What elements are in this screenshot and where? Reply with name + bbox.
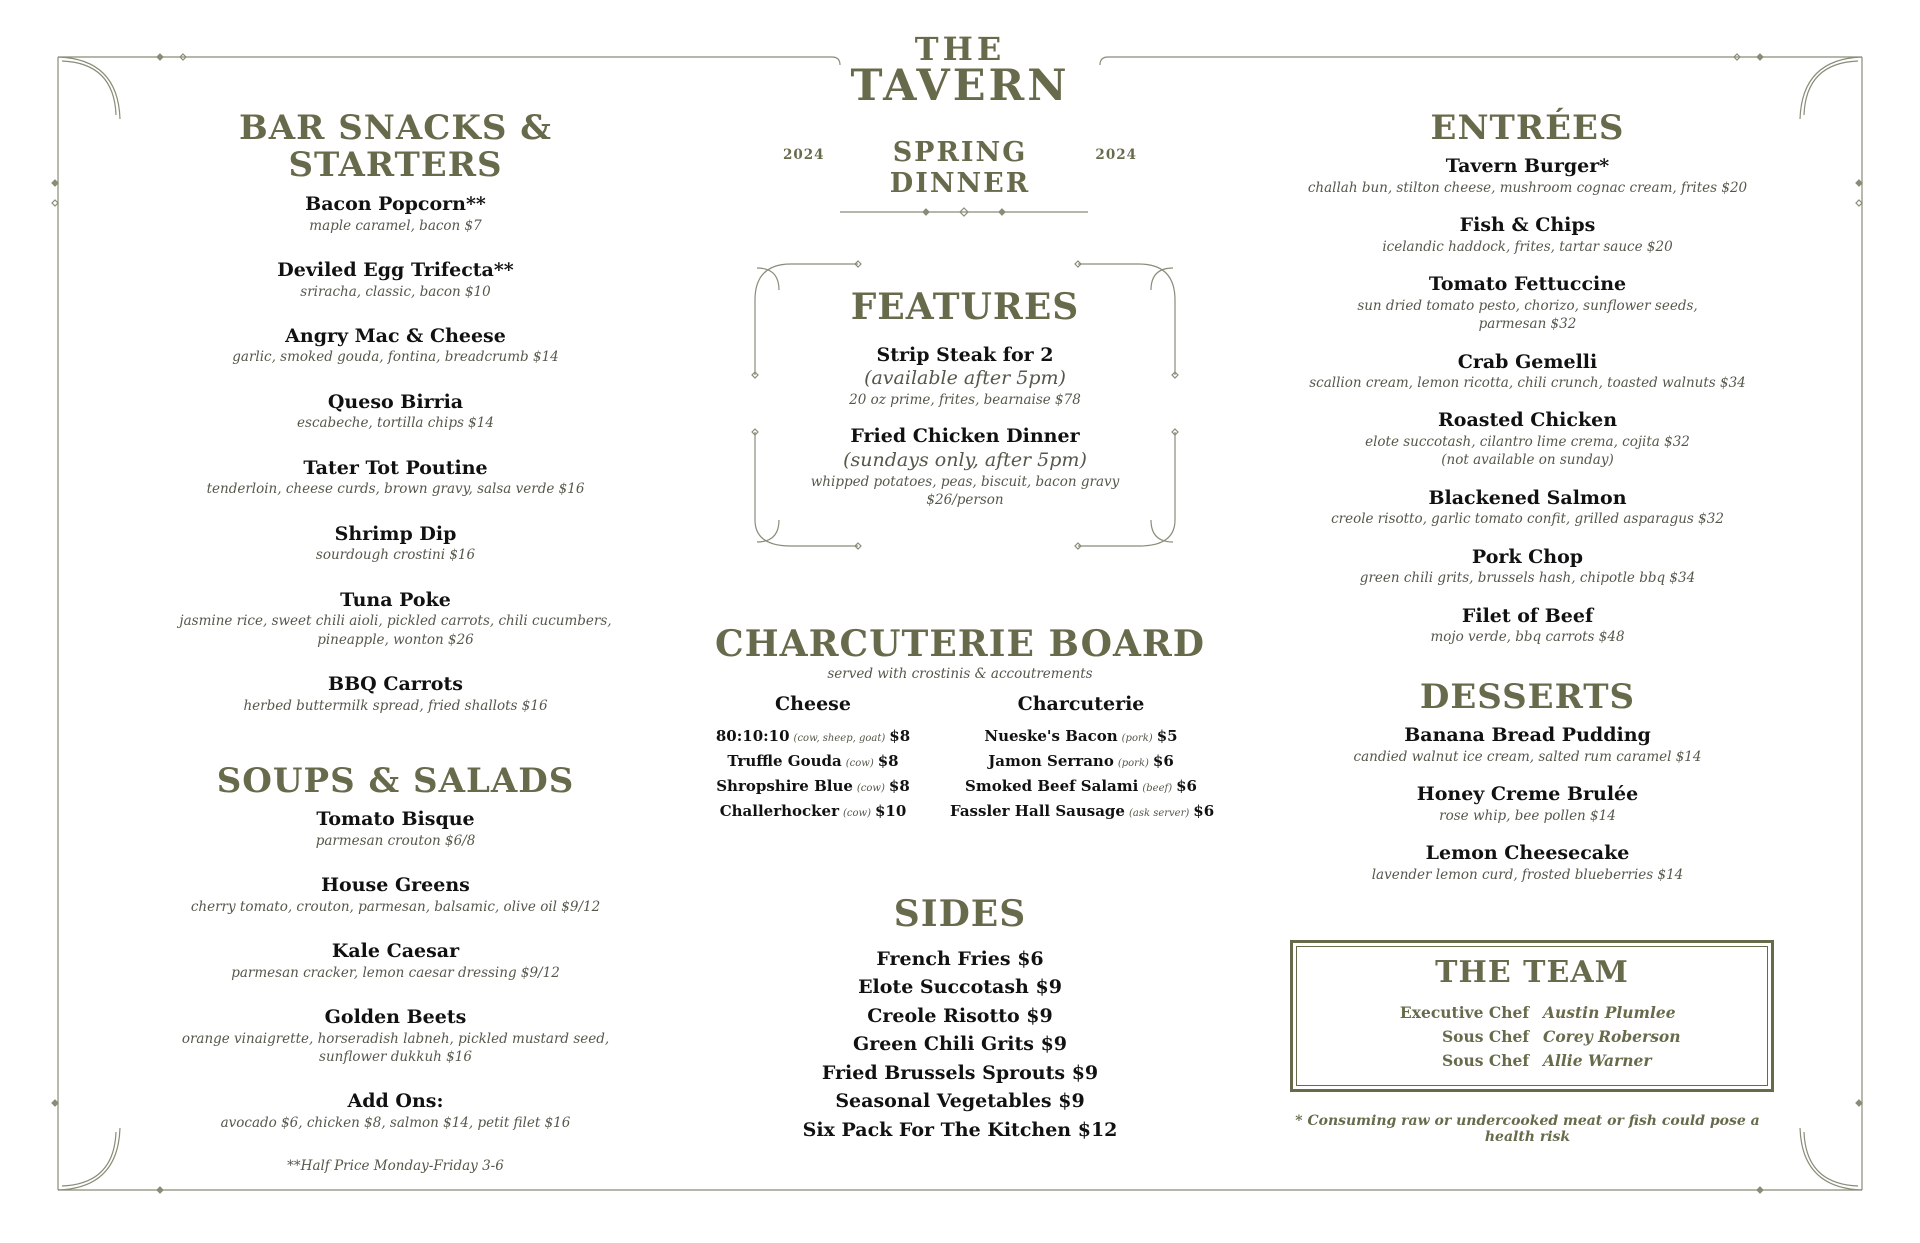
menu-item bbox=[143, 259, 648, 301]
menu-item bbox=[1275, 546, 1780, 588]
half-price-note: **Half Price Monday-Friday 3-6 bbox=[287, 1158, 504, 1175]
row-price: $8 bbox=[877, 751, 899, 770]
side-item: Creole Risotto $9 bbox=[867, 1004, 1053, 1027]
cheese-column bbox=[714, 693, 912, 825]
item-desc: candied walnut ice cream, salted rum caramel $14 bbox=[1353, 748, 1702, 765]
item-desc: cherry tomato, crouton, parmesan, balsamic, olive oil $9/12 bbox=[190, 898, 601, 915]
features-section bbox=[755, 288, 1175, 509]
soups-section bbox=[143, 760, 648, 1175]
row-type: (cow, sheep, goat) bbox=[793, 732, 886, 744]
row-name: Challerhocker bbox=[719, 801, 839, 820]
item-name: Fried Chicken Dinner bbox=[850, 425, 1080, 448]
item-desc: garlic, smoked gouda, fontina, breadcrumb $14 bbox=[232, 349, 559, 366]
item-name: Banana Bread Pudding bbox=[1404, 723, 1651, 746]
menu-item bbox=[143, 673, 648, 715]
year-right: 2024 bbox=[1095, 147, 1137, 163]
desserts-section bbox=[1275, 676, 1780, 884]
soups-list bbox=[143, 808, 648, 1132]
meat-row bbox=[950, 750, 1212, 775]
desserts-list bbox=[1275, 724, 1780, 884]
menu-item bbox=[1275, 724, 1780, 766]
team-row bbox=[1290, 1027, 1774, 1051]
health-warning: * Consuming raw or undercooked meat or fish could pose a health risk bbox=[1295, 1113, 1760, 1145]
charcuterie-columns bbox=[700, 693, 1220, 828]
cheese-row bbox=[714, 725, 912, 750]
team-row bbox=[1290, 1003, 1774, 1027]
entrees-title: ENTRÉES bbox=[1430, 108, 1625, 148]
row-price: $8 bbox=[889, 726, 911, 745]
spring-dinner-header bbox=[770, 135, 1150, 199]
item-name: Queso Birria bbox=[327, 390, 464, 413]
cheese-row bbox=[714, 750, 912, 775]
row-type: (pork) bbox=[1121, 732, 1153, 744]
item-desc: whipped potatoes, peas, biscuit, bacon gravy bbox=[810, 473, 1120, 490]
menu-item bbox=[1275, 214, 1780, 256]
bar-snacks-title: BAR SNACKS & STARTERS bbox=[239, 108, 552, 186]
row-name: Fassler Hall Sausage bbox=[950, 801, 1125, 820]
menu-item bbox=[143, 808, 648, 850]
side-item: Fried Brussels Sprouts $9 bbox=[821, 1061, 1099, 1084]
team-role: Sous Chef bbox=[1441, 1051, 1529, 1070]
row-price: $6 bbox=[1152, 751, 1174, 770]
row-type: (cow) bbox=[843, 807, 871, 819]
row-name: Nueske's Bacon bbox=[984, 726, 1118, 745]
item-desc: rose whip, bee pollen $14 bbox=[1439, 807, 1616, 824]
item-name: Filet of Beef bbox=[1461, 604, 1594, 627]
item-name: Crab Gemelli bbox=[1457, 350, 1598, 373]
item-name: Kale Caesar bbox=[331, 940, 460, 963]
menu-item bbox=[1275, 409, 1780, 469]
meat-row bbox=[950, 800, 1215, 825]
item-name: Blackened Salmon bbox=[1428, 486, 1627, 509]
soups-title: SOUPS & SALADS bbox=[216, 760, 575, 801]
side-item: French Fries $6 bbox=[876, 947, 1044, 970]
row-price: $10 bbox=[874, 801, 907, 820]
right-column bbox=[1275, 110, 1780, 884]
item-desc: 20 oz prime, frites, bearnaise $78 bbox=[849, 392, 1081, 409]
charcuterie-column bbox=[950, 692, 1215, 825]
item-desc: $26/person bbox=[926, 492, 1004, 509]
item-name: Tuna Poke bbox=[340, 588, 451, 611]
item-name: Deviled Egg Trifecta** bbox=[277, 258, 514, 281]
item-desc: avocado $6, chicken $8, salmon $14, petit filet $16 bbox=[220, 1114, 571, 1131]
item-desc: herbed buttermilk spread, fried shallots $16 bbox=[243, 697, 548, 714]
item-name: Tavern Burger* bbox=[1445, 155, 1610, 178]
row-price: $6 bbox=[1193, 801, 1215, 820]
entrees-list bbox=[1275, 155, 1780, 646]
row-price: $8 bbox=[888, 776, 910, 795]
item-desc: challah bun, stilton cheese, mushroom cognac cream, frites $20 bbox=[1307, 180, 1748, 197]
menu-item bbox=[143, 193, 648, 235]
menu-item bbox=[1275, 273, 1780, 333]
item-desc: icelandic haddock, frites, tartar sauce $20 bbox=[1382, 239, 1673, 256]
item-name: Honey Creme Brulée bbox=[1416, 782, 1639, 805]
menu-item bbox=[1275, 487, 1780, 529]
logo-line-tavern: TAVERN bbox=[850, 61, 1070, 111]
row-name: 80:10:10 bbox=[715, 726, 790, 745]
item-name: Tater Tot Poutine bbox=[303, 456, 488, 479]
row-type: (beef) bbox=[1142, 782, 1173, 794]
menu-item bbox=[1275, 842, 1780, 884]
item-name: Fish & Chips bbox=[1459, 214, 1596, 237]
item-desc: lavender lemon curd, frosted blueberries $14 bbox=[1371, 866, 1684, 883]
item-availability: (available after 5pm) bbox=[864, 367, 1066, 390]
item-desc: parmesan $32 bbox=[1478, 316, 1577, 333]
desserts-title: DESSERTS bbox=[1419, 676, 1636, 717]
menu-item bbox=[143, 1006, 648, 1066]
row-name: Shropshire Blue bbox=[716, 776, 853, 795]
item-desc: creole risotto, garlic tomato confit, grilled asparagus $32 bbox=[1331, 511, 1724, 528]
team-member: Allie Warner bbox=[1543, 1051, 1652, 1070]
item-desc: pineapple, wonton $26 bbox=[317, 631, 474, 648]
item-name: Tomato Fettuccine bbox=[1428, 273, 1627, 296]
cheese-heading: Cheese bbox=[775, 692, 851, 715]
menu-item bbox=[1275, 351, 1780, 393]
team-box bbox=[1290, 940, 1774, 1092]
side-item: Six Pack For The Kitchen $12 bbox=[802, 1118, 1118, 1141]
sides-section bbox=[760, 895, 1160, 1144]
team-role: Executive Chef bbox=[1399, 1003, 1529, 1022]
spring-dinner-title: SPRING DINNER bbox=[889, 137, 1031, 199]
feature-item bbox=[755, 344, 1175, 410]
item-name: Golden Beets bbox=[324, 1006, 467, 1029]
features-title: FEATURES bbox=[850, 286, 1080, 328]
row-price: $6 bbox=[1176, 776, 1197, 795]
item-name: BBQ Carrots bbox=[328, 672, 463, 695]
row-name: Smoked Beef Salami bbox=[965, 776, 1139, 795]
menu-item bbox=[143, 1090, 648, 1132]
charcuterie-heading: Charcuterie bbox=[1017, 692, 1145, 715]
row-price: $5 bbox=[1156, 726, 1178, 745]
side-item: Seasonal Vegetables $9 bbox=[835, 1090, 1085, 1113]
bar-snacks-list bbox=[143, 193, 648, 715]
meat-row bbox=[950, 725, 1212, 750]
item-desc: parmesan crouton $6/8 bbox=[315, 832, 476, 849]
meat-row bbox=[950, 775, 1212, 800]
team-title: THE TEAM bbox=[1435, 955, 1629, 990]
row-type: (cow) bbox=[845, 757, 874, 769]
item-desc: mojo verde, bbq carrots $48 bbox=[1430, 629, 1625, 646]
item-name: Shrimp Dip bbox=[334, 522, 457, 545]
item-desc: sriracha, classic, bacon $10 bbox=[300, 283, 491, 300]
item-desc: escabeche, tortilla chips $14 bbox=[297, 415, 494, 432]
item-desc: maple caramel, bacon $7 bbox=[309, 217, 482, 234]
item-name: Strip Steak for 2 bbox=[876, 343, 1054, 366]
tavern-logo bbox=[845, 30, 1075, 111]
menu-item bbox=[143, 940, 648, 982]
menu-item bbox=[143, 874, 648, 916]
item-desc: green chili grits, brussels hash, chipotle bbq $34 bbox=[1359, 570, 1696, 587]
logo-line-the: THE bbox=[914, 30, 1006, 68]
item-desc: sunflower dukkuh $16 bbox=[319, 1049, 472, 1066]
menu-item bbox=[1275, 155, 1780, 197]
sides-title: SIDES bbox=[893, 893, 1027, 935]
menu-item bbox=[1275, 783, 1780, 825]
item-name: Pork Chop bbox=[1471, 545, 1584, 568]
menu-item bbox=[143, 523, 648, 565]
item-desc: sourdough crostini $16 bbox=[315, 547, 476, 564]
item-availability: (sundays only, after 5pm) bbox=[843, 449, 1087, 472]
item-desc: (not available on sunday) bbox=[1441, 452, 1614, 469]
side-item: Green Chili Grits $9 bbox=[852, 1033, 1068, 1056]
menu-item bbox=[143, 391, 648, 433]
year-left: 2024 bbox=[783, 147, 825, 163]
item-desc: tenderloin, cheese curds, brown gravy, salsa verde $16 bbox=[206, 481, 585, 498]
left-column bbox=[143, 110, 648, 1174]
item-desc: sun dried tomato pesto, chorizo, sunflower seeds, bbox=[1357, 298, 1698, 315]
item-name: Lemon Cheesecake bbox=[1425, 841, 1630, 864]
item-name: Tomato Bisque bbox=[316, 808, 475, 831]
item-name: Roasted Chicken bbox=[1437, 409, 1618, 432]
item-desc: scallion cream, lemon ricotta, chili crunch, toasted walnuts $34 bbox=[1309, 375, 1746, 392]
feature-item bbox=[755, 425, 1175, 509]
side-item: Elote Succotash $9 bbox=[858, 976, 1062, 999]
row-name: Truffle Gouda bbox=[727, 751, 842, 770]
row-type: (pork) bbox=[1117, 757, 1149, 769]
item-desc: elote succotash, cilantro lime crema, cojita $32 bbox=[1365, 434, 1690, 451]
team-member: Corey Roberson bbox=[1543, 1027, 1681, 1046]
charcuterie-subtitle: served with crostinis & accoutrements bbox=[827, 665, 1093, 682]
charcuterie-title: CHARCUTERIE BOARD bbox=[714, 623, 1206, 665]
item-name: Bacon Popcorn** bbox=[305, 192, 486, 215]
team-row bbox=[1290, 1051, 1774, 1075]
charcuterie-section bbox=[700, 625, 1220, 828]
menu-item bbox=[143, 589, 648, 649]
row-type: (cow) bbox=[856, 782, 885, 794]
cheese-row bbox=[714, 800, 912, 825]
item-name: Angry Mac & Cheese bbox=[285, 324, 506, 347]
item-name: House Greens bbox=[321, 874, 470, 897]
item-desc: jasmine rice, sweet chili aioli, pickled carrots, chili cucumbers, bbox=[179, 613, 612, 630]
item-desc: parmesan cracker, lemon caesar dressing $9/12 bbox=[231, 964, 560, 981]
item-name: Add Ons: bbox=[347, 1090, 444, 1113]
row-type: (ask server) bbox=[1128, 807, 1190, 819]
row-name: Jamon Serrano bbox=[988, 751, 1114, 770]
menu-item bbox=[1275, 605, 1780, 647]
item-desc: orange vinaigrette, horseradish labneh, pickled mustard seed, bbox=[181, 1030, 610, 1047]
team-member: Austin Plumlee bbox=[1543, 1003, 1676, 1022]
menu-item bbox=[143, 457, 648, 499]
team-rows bbox=[1290, 1003, 1774, 1075]
menu-item bbox=[143, 325, 648, 367]
cheese-row bbox=[714, 775, 912, 800]
team-role: Sous Chef bbox=[1441, 1027, 1529, 1046]
